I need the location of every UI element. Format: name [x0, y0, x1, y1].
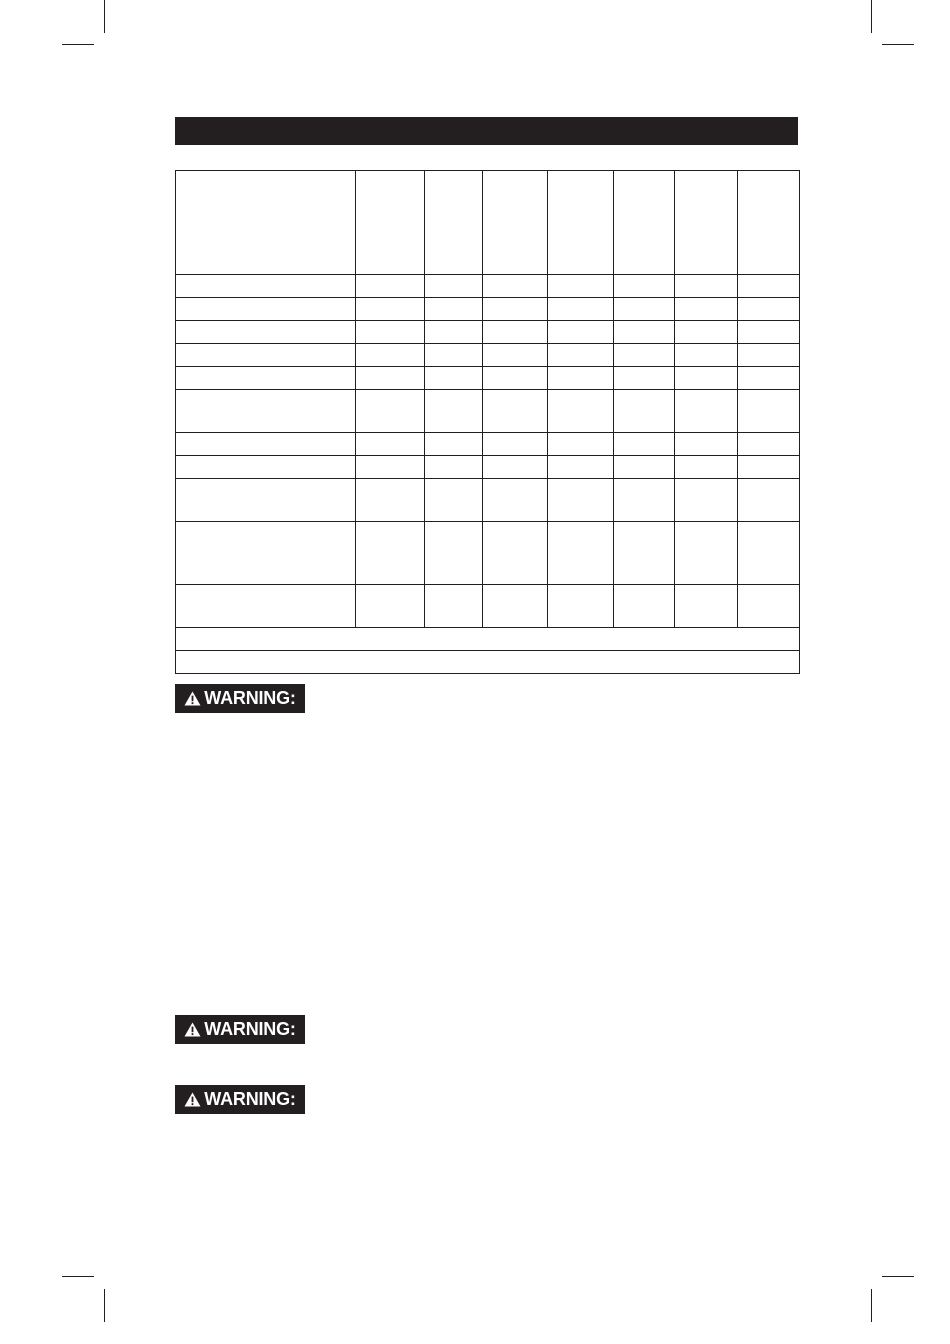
- crop-mark-bottom-right-horizontal: [882, 1276, 914, 1277]
- crop-mark-top-left-horizontal: [62, 44, 94, 45]
- table-header-cell: [614, 171, 675, 275]
- table-row: [176, 433, 800, 456]
- table-cell: [425, 390, 483, 433]
- table-cell: [738, 522, 800, 585]
- table-cell: [614, 298, 675, 321]
- table-row: [176, 275, 800, 298]
- table-cell: [675, 275, 738, 298]
- warning-label: WARNING:: [204, 1019, 296, 1039]
- table-cell: [675, 456, 738, 479]
- crop-mark-top-left-vertical: [104, 0, 105, 33]
- table-row: [176, 344, 800, 367]
- table-cell: [675, 390, 738, 433]
- table-cell: [738, 390, 800, 433]
- table-cell: [738, 298, 800, 321]
- table-header-cell: [548, 171, 614, 275]
- table-cell: [614, 344, 675, 367]
- table-cell: [483, 390, 548, 433]
- table-cell: [483, 433, 548, 456]
- table-cell: [176, 585, 356, 628]
- table-header-cell: [425, 171, 483, 275]
- table-cell: [614, 479, 675, 522]
- table-cell: [425, 367, 483, 390]
- warning-triangle-icon: [184, 1022, 201, 1037]
- table-cell: [738, 585, 800, 628]
- table-cell: [675, 585, 738, 628]
- table-cell: [176, 344, 356, 367]
- table-cell: [425, 479, 483, 522]
- table-row: [176, 367, 800, 390]
- table-cell: [548, 390, 614, 433]
- table-cell: [614, 321, 675, 344]
- table-cell: [356, 298, 425, 321]
- table-cell: [483, 522, 548, 585]
- crop-mark-top-right-vertical: [871, 0, 872, 33]
- warning-label: WARNING:: [204, 688, 296, 708]
- table-cell: [483, 367, 548, 390]
- table-cell: [356, 456, 425, 479]
- table-cell: [483, 479, 548, 522]
- table-cell: [614, 275, 675, 298]
- table-cell: [548, 344, 614, 367]
- table-footer-cell: [176, 651, 800, 674]
- table-header-cell: [675, 171, 738, 275]
- table-cell: [176, 298, 356, 321]
- table-cell: [425, 522, 483, 585]
- warning-triangle-icon: [184, 691, 201, 706]
- table-cell: [675, 321, 738, 344]
- table-footer-row: [176, 628, 800, 651]
- table-cell: [675, 479, 738, 522]
- table-cell: [425, 456, 483, 479]
- warning-badge: [175, 1015, 305, 1044]
- table-cell: [356, 344, 425, 367]
- table-cell: [675, 433, 738, 456]
- table-row: [176, 585, 800, 628]
- table-cell: [614, 456, 675, 479]
- table-header-cell: [176, 171, 356, 275]
- table-cell: [425, 433, 483, 456]
- table-cell: [425, 321, 483, 344]
- table-cell: [548, 456, 614, 479]
- table-header-cell: [483, 171, 548, 275]
- table-cell: [675, 344, 738, 367]
- table-header-row: [176, 171, 800, 275]
- table-cell: [176, 275, 356, 298]
- crop-mark-top-right-horizontal: [882, 44, 914, 45]
- table-cell: [176, 321, 356, 344]
- table-cell: [548, 433, 614, 456]
- table-cell: [356, 522, 425, 585]
- warning-label: WARNING:: [204, 1089, 296, 1109]
- table-cell: [356, 433, 425, 456]
- table-cell: [738, 321, 800, 344]
- table-cell: [548, 585, 614, 628]
- specifications-table: [175, 170, 800, 674]
- table-cell: [614, 585, 675, 628]
- crop-mark-bottom-left-vertical: [104, 1289, 105, 1322]
- table-cell: [425, 585, 483, 628]
- table-cell: [425, 275, 483, 298]
- table-cell: [614, 367, 675, 390]
- table-cell: [614, 522, 675, 585]
- table-cell: [483, 456, 548, 479]
- table-footer-row: [176, 651, 800, 674]
- table-cell: [548, 298, 614, 321]
- table-cell: [356, 479, 425, 522]
- table-cell: [738, 479, 800, 522]
- table-cell: [738, 275, 800, 298]
- table-cell: [738, 456, 800, 479]
- table-row: [176, 456, 800, 479]
- table-cell: [425, 344, 483, 367]
- crop-mark-bottom-left-horizontal: [62, 1276, 94, 1277]
- table-cell: [675, 522, 738, 585]
- table-cell: [356, 321, 425, 344]
- table-cell: [483, 275, 548, 298]
- table-cell: [738, 433, 800, 456]
- table-cell: [176, 479, 356, 522]
- table-footer-cell: [176, 628, 800, 651]
- table-header-cell: [738, 171, 800, 275]
- table-cell: [614, 390, 675, 433]
- warning-triangle-icon: [184, 1092, 201, 1107]
- table-cell: [548, 367, 614, 390]
- table-row: [176, 479, 800, 522]
- table-cell: [176, 522, 356, 585]
- table-row: [176, 298, 800, 321]
- table-cell: [483, 321, 548, 344]
- table-row: [176, 390, 800, 433]
- table-row: [176, 321, 800, 344]
- table-cell: [176, 390, 356, 433]
- table-cell: [356, 390, 425, 433]
- table-cell: [176, 433, 356, 456]
- table-cell: [548, 522, 614, 585]
- table-cell: [614, 433, 675, 456]
- table-header-cell: [356, 171, 425, 275]
- table-cell: [738, 367, 800, 390]
- table-cell: [356, 275, 425, 298]
- table-cell: [483, 585, 548, 628]
- table-cell: [425, 298, 483, 321]
- table-cell: [483, 298, 548, 321]
- warning-badge: [175, 1085, 305, 1114]
- table-cell: [738, 344, 800, 367]
- table-cell: [548, 275, 614, 298]
- section-title-bar: [175, 117, 798, 145]
- table-cell: [356, 585, 425, 628]
- crop-mark-bottom-right-vertical: [871, 1289, 872, 1322]
- table-cell: [548, 479, 614, 522]
- table-row: [176, 522, 800, 585]
- warning-badge: [175, 684, 305, 713]
- table-cell: [675, 367, 738, 390]
- table-cell: [675, 298, 738, 321]
- table-cell: [483, 344, 548, 367]
- table-cell: [548, 321, 614, 344]
- table-cell: [356, 367, 425, 390]
- table-cell: [176, 456, 356, 479]
- table-cell: [176, 367, 356, 390]
